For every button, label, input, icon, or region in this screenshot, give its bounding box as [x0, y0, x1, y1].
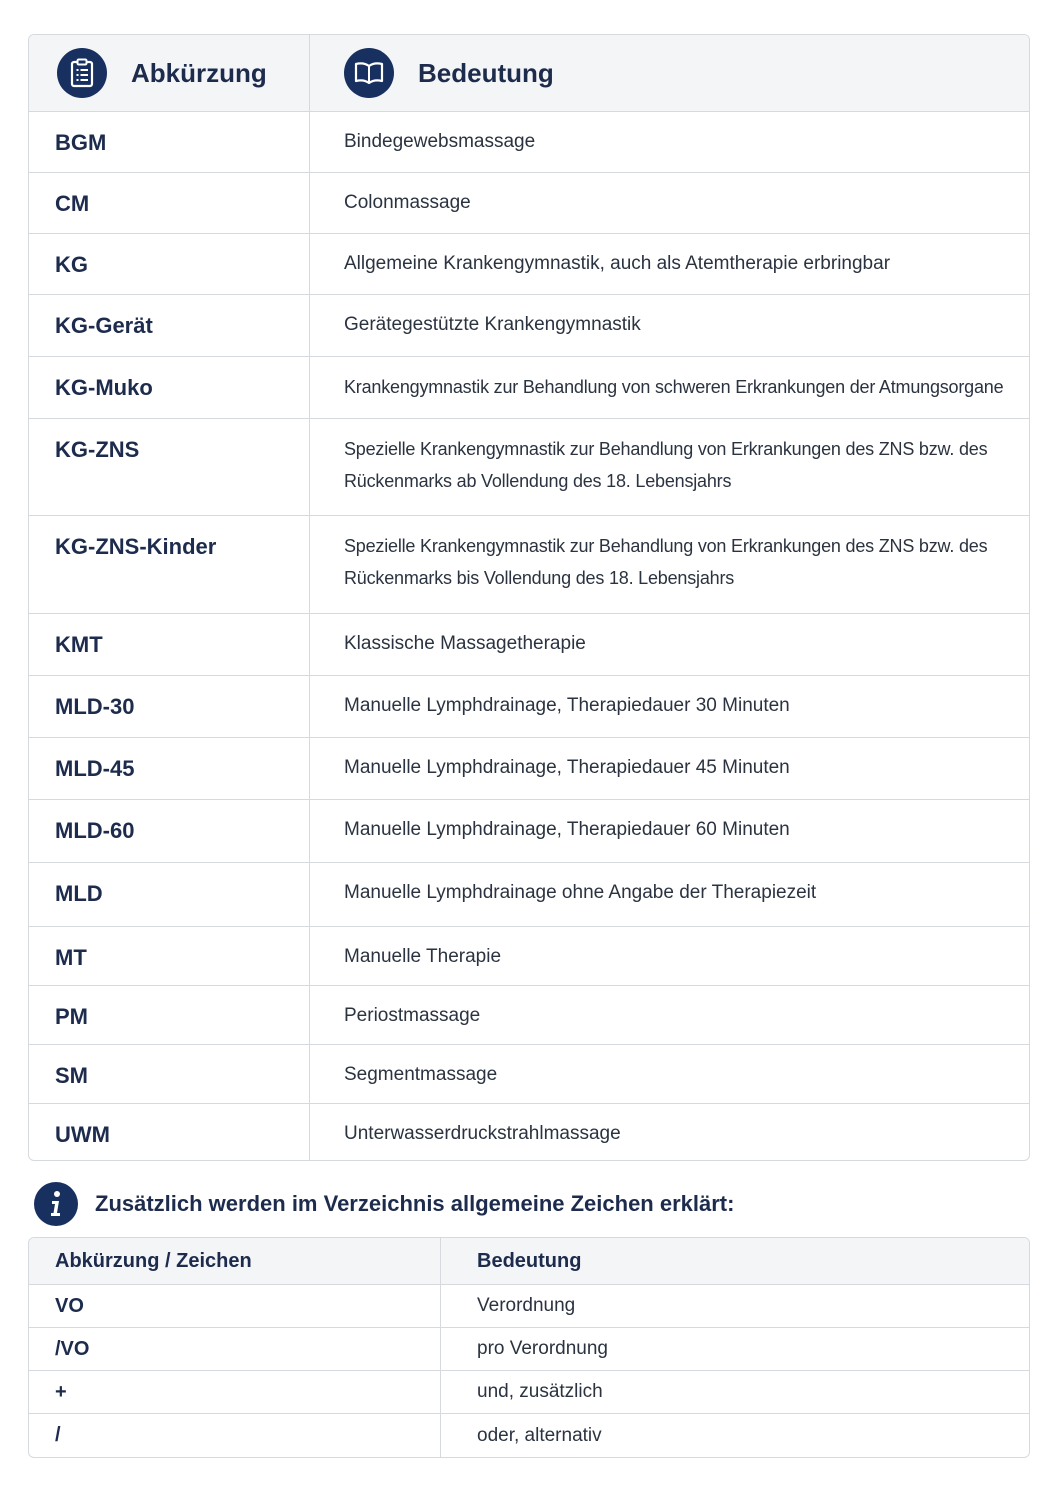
header-abbreviation — [29, 35, 310, 111]
table-row — [29, 1371, 1029, 1414]
meaning-cell: Manuelle Therapie — [344, 946, 502, 967]
meaning-cell: Allgemeine Krankengymnastik, auch als Atemtherapie erbringbar — [344, 253, 891, 274]
table-row — [29, 986, 1029, 1045]
table-row — [29, 1045, 1029, 1104]
table-row — [29, 863, 1029, 927]
symbols-header-abbreviation: Abkürzung / Zeichen — [29, 1238, 441, 1284]
header-meaning — [310, 35, 1029, 111]
meaning-cell: Manuelle Lymphdrainage, Therapiedauer 30 Minuten — [344, 695, 790, 716]
table-row — [29, 676, 1029, 738]
table-row — [29, 738, 1029, 800]
meaning-cell: Manuelle Lymphdrainage, Therapiedauer 45 Minuten — [344, 757, 790, 778]
meaning-cell: Periostmassage — [344, 1005, 481, 1026]
table-header — [29, 35, 1029, 112]
clipboard-icon — [57, 48, 107, 98]
table-row — [29, 1104, 1029, 1160]
abbr-cell: MLD-60 — [29, 800, 310, 862]
table-row — [29, 357, 1029, 419]
abbr-cell: KMT — [29, 614, 310, 675]
table-row — [29, 112, 1029, 173]
symbols-table — [28, 1237, 1030, 1458]
symbol-cell: /VO — [29, 1328, 441, 1370]
table-row — [29, 1328, 1029, 1371]
meaning-cell: Segmentmassage — [344, 1064, 498, 1085]
table-row — [29, 614, 1029, 676]
abbr-cell: MLD — [29, 863, 310, 926]
abbr-cell: BGM — [29, 112, 310, 172]
table-row — [29, 516, 1029, 614]
symbol-meaning-cell: und, zusätzlich — [477, 1381, 603, 1402]
header-label-abbreviation: Abkürzung — [131, 57, 267, 88]
book-icon — [344, 48, 394, 98]
meaning-cell: Klassische Massagetherapie — [344, 633, 586, 654]
abbr-cell: CM — [29, 173, 310, 233]
abbr-cell: KG-ZNS — [29, 419, 310, 515]
symbols-table-header — [29, 1238, 1029, 1285]
abbr-cell: KG-Muko — [29, 357, 310, 418]
info-icon — [34, 1182, 78, 1226]
abbr-cell: KG-ZNS-Kinder — [29, 516, 310, 613]
symbol-meaning-cell: oder, alternativ — [477, 1424, 602, 1446]
symbol-cell: VO — [29, 1285, 441, 1327]
abbr-cell: PM — [29, 986, 310, 1044]
symbol-meaning-cell: Verordnung — [477, 1295, 576, 1316]
meaning-cell: Spezielle Krankengymnastik zur Behandlung von Erkrankungen des ZNS bzw. des Rückenmarks bis Vollendung des 18. Lebensjahrs — [344, 536, 988, 588]
abbr-cell: UWM — [29, 1104, 310, 1160]
meaning-cell: Bindegewebsmassage — [344, 131, 536, 152]
meaning-cell: Manuelle Lymphdrainage ohne Angabe der Therapiezeit — [344, 882, 817, 903]
table-row — [29, 1414, 1029, 1457]
abbr-cell: MT — [29, 927, 310, 985]
meaning-cell: Gerätegestützte Krankengymnastik — [344, 314, 641, 335]
abbr-cell: SM — [29, 1045, 310, 1103]
meaning-cell: Colonmassage — [344, 192, 471, 213]
meaning-cell: Spezielle Krankengymnastik zur Behandlung von Erkrankungen des ZNS bzw. des Rückenmarks ab Vollendung des 18. Lebensjahrs — [344, 439, 988, 491]
symbol-cell: + — [29, 1371, 441, 1413]
abbr-cell: MLD-45 — [29, 738, 310, 799]
symbol-meaning-cell: pro Verordnung — [477, 1338, 608, 1359]
table-row — [29, 173, 1029, 234]
symbols-header-meaning: Bedeutung — [477, 1249, 582, 1272]
abbr-cell: KG-Gerät — [29, 295, 310, 356]
meaning-cell: Manuelle Lymphdrainage, Therapiedauer 60 Minuten — [344, 819, 790, 840]
table-row — [29, 295, 1029, 357]
info-heading — [34, 1182, 734, 1226]
meaning-cell: Unterwasserdruckstrahlmassage — [344, 1123, 621, 1144]
info-text: Zusätzlich werden im Verzeichnis allgemeine Zeichen erklärt: — [95, 1191, 735, 1216]
table-row — [29, 927, 1029, 986]
table-row — [29, 1285, 1029, 1328]
abbr-cell: KG — [29, 234, 310, 294]
table-row — [29, 234, 1029, 295]
table-row — [29, 419, 1029, 516]
abbr-cell: MLD-30 — [29, 676, 310, 737]
meaning-cell: Krankengymnastik zur Behandlung von schweren Erkrankungen der Atmungsorgane — [344, 377, 1004, 397]
abbreviation-table — [28, 34, 1030, 1161]
table-row — [29, 800, 1029, 863]
header-label-meaning: Bedeutung — [418, 57, 554, 88]
symbol-cell: / — [29, 1414, 441, 1457]
